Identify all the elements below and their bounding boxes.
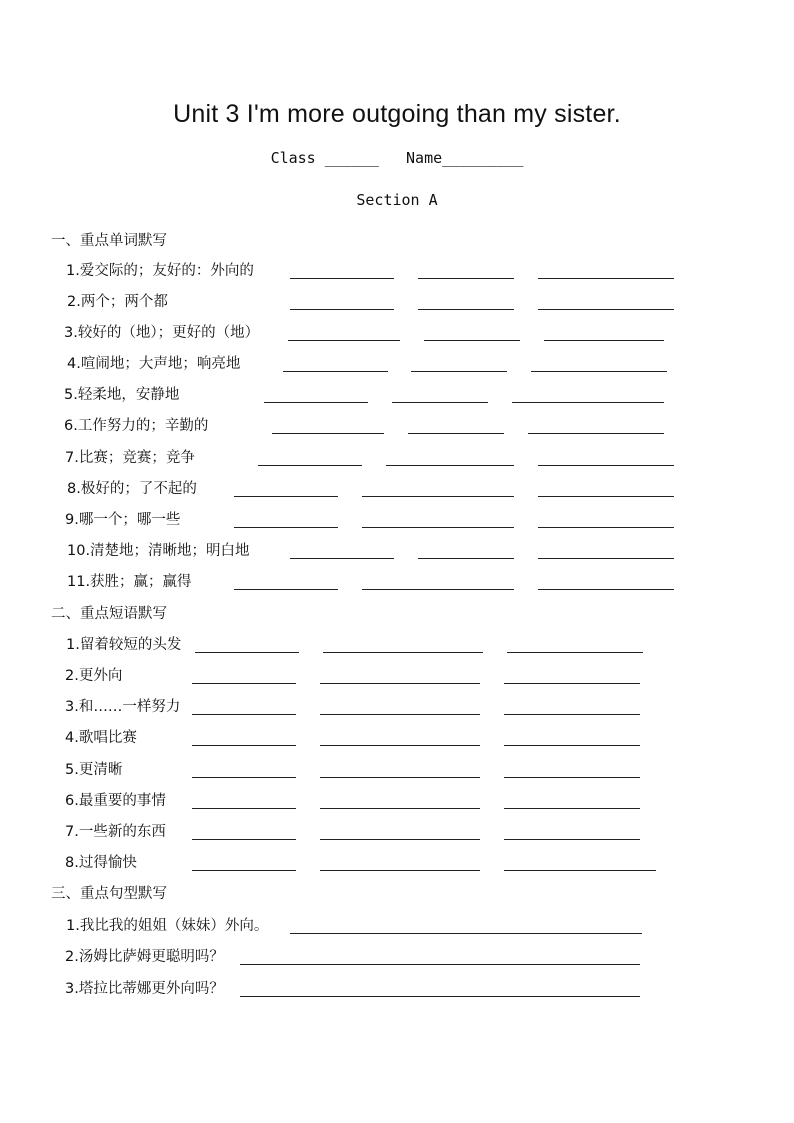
exercise-row [0,758,794,784]
answer-blank[interactable] [234,496,338,497]
answer-blank[interactable] [538,278,674,279]
answer-blank[interactable] [362,589,514,590]
answer-blank[interactable] [283,371,388,372]
section-label: Section A [356,191,438,209]
answer-blank[interactable] [320,777,480,778]
exercise-prompt: 2.更外向 [65,668,123,684]
exercise-row [0,414,794,440]
exercise-prompt: 3.塔拉比蒂娜更外向吗？ [65,981,224,997]
exercise-prompt: 4.歌唱比赛 [65,730,137,746]
answer-blank[interactable] [538,589,674,590]
answer-blank[interactable] [320,839,480,840]
answer-blank[interactable] [323,652,483,653]
answer-blank[interactable] [424,340,520,341]
answer-blank[interactable] [320,870,480,871]
exercise-prompt: 3.较好的（地）；更好的（地） [64,325,260,341]
exercise-row [0,508,794,534]
page-title: Unit 3 I'm more outgoing than my sister. [173,100,621,128]
exercise-prompt: 3.和……一样努力 [65,699,181,715]
answer-blank[interactable] [531,371,667,372]
exercise-row [0,914,794,940]
answer-blank[interactable] [507,652,643,653]
answer-blank[interactable] [362,496,514,497]
exercise-row [0,259,794,285]
exercise-prompt: 2.汤姆比萨姆更聪明吗？ [65,949,224,965]
exercise-prompt: 1.留着较短的头发 [66,637,182,653]
answer-blank[interactable] [192,839,296,840]
answer-blank[interactable] [504,683,640,684]
exercise-row [0,726,794,752]
section-heading: 三、重点句型默写 [51,886,167,902]
exercise-prompt: 9.哪一个；哪一些 [65,512,181,528]
answer-blank[interactable] [234,527,338,528]
answer-blank[interactable] [264,402,368,403]
answer-blank[interactable] [290,278,394,279]
answer-blank[interactable] [504,714,640,715]
answer-blank[interactable] [538,496,674,497]
answer-blank[interactable] [411,371,507,372]
answer-blank[interactable] [290,558,394,559]
exercise-row [0,539,794,565]
exercise-prompt: 5.更清晰 [65,762,123,778]
exercise-row [0,290,794,316]
answer-blank[interactable] [272,433,384,434]
answer-blank[interactable] [538,558,674,559]
answer-blank[interactable] [504,808,640,809]
answer-blank[interactable] [240,996,640,997]
exercise-prompt: 8.过得愉快 [65,855,137,871]
answer-blank[interactable] [320,808,480,809]
exercise-row [0,477,794,503]
exercise-row [0,633,794,659]
answer-blank[interactable] [258,465,362,466]
answer-blank[interactable] [392,402,488,403]
answer-blank[interactable] [504,745,640,746]
answer-blank[interactable] [288,340,400,341]
answer-blank[interactable] [362,527,514,528]
exercise-prompt: 6.工作努力的；辛勤的 [64,418,209,434]
answer-blank[interactable] [418,278,514,279]
answer-blank[interactable] [504,777,640,778]
answer-blank[interactable] [504,839,640,840]
class-name-line: Class ______ Name_________ [270,149,524,167]
exercise-row [0,977,794,1003]
exercise-row [0,664,794,690]
answer-blank[interactable] [290,933,642,934]
exercise-prompt: 6.最重要的事情 [65,793,166,809]
exercise-row [0,695,794,721]
exercise-row [0,446,794,472]
exercise-prompt: 10.清楚地；清晰地；明白地 [67,543,250,559]
exercise-row [0,945,794,971]
answer-blank[interactable] [538,465,674,466]
exercise-prompt: 7.比赛；竞赛；竞争 [65,450,195,466]
answer-blank[interactable] [195,652,299,653]
exercise-row [0,851,794,877]
answer-blank[interactable] [320,714,480,715]
answer-blank[interactable] [386,465,514,466]
answer-blank[interactable] [320,745,480,746]
answer-blank[interactable] [192,714,296,715]
answer-blank[interactable] [192,808,296,809]
exercise-prompt: 2.两个；两个都 [67,294,168,310]
answer-blank[interactable] [192,870,296,871]
answer-blank[interactable] [290,309,394,310]
exercise-row [0,321,794,347]
answer-blank[interactable] [418,558,514,559]
exercise-prompt: 7.一些新的东西 [65,824,166,840]
exercise-prompt: 5.轻柔地，安静地 [64,387,180,403]
exercise-row [0,820,794,846]
answer-blank[interactable] [192,745,296,746]
answer-blank[interactable] [538,527,674,528]
exercise-row [0,570,794,596]
exercise-prompt: 11.获胜；赢；赢得 [67,574,192,590]
answer-blank[interactable] [418,309,514,310]
answer-blank[interactable] [320,683,480,684]
exercise-row [0,352,794,378]
exercise-row [0,789,794,815]
answer-blank[interactable] [240,964,640,965]
answer-blank[interactable] [408,433,504,434]
section-heading: 一、重点单词默写 [51,233,167,249]
exercise-prompt: 1.爱交际的；友好的：外向的 [66,263,254,279]
answer-blank[interactable] [192,777,296,778]
exercise-prompt: 4.喧闹地；大声地；响亮地 [67,356,241,372]
exercise-prompt: 1.我比我的姐姐（妹妹）外向。 [66,918,269,934]
answer-blank[interactable] [504,870,656,871]
answer-blank[interactable] [528,433,664,434]
exercise-prompt: 8.极好的；了不起的 [67,481,197,497]
exercise-row [0,383,794,409]
answer-blank[interactable] [234,589,338,590]
answer-blank[interactable] [544,340,664,341]
answer-blank[interactable] [538,309,674,310]
section-heading: 二、重点短语默写 [51,606,167,622]
answer-blank[interactable] [512,402,664,403]
answer-blank[interactable] [192,683,296,684]
